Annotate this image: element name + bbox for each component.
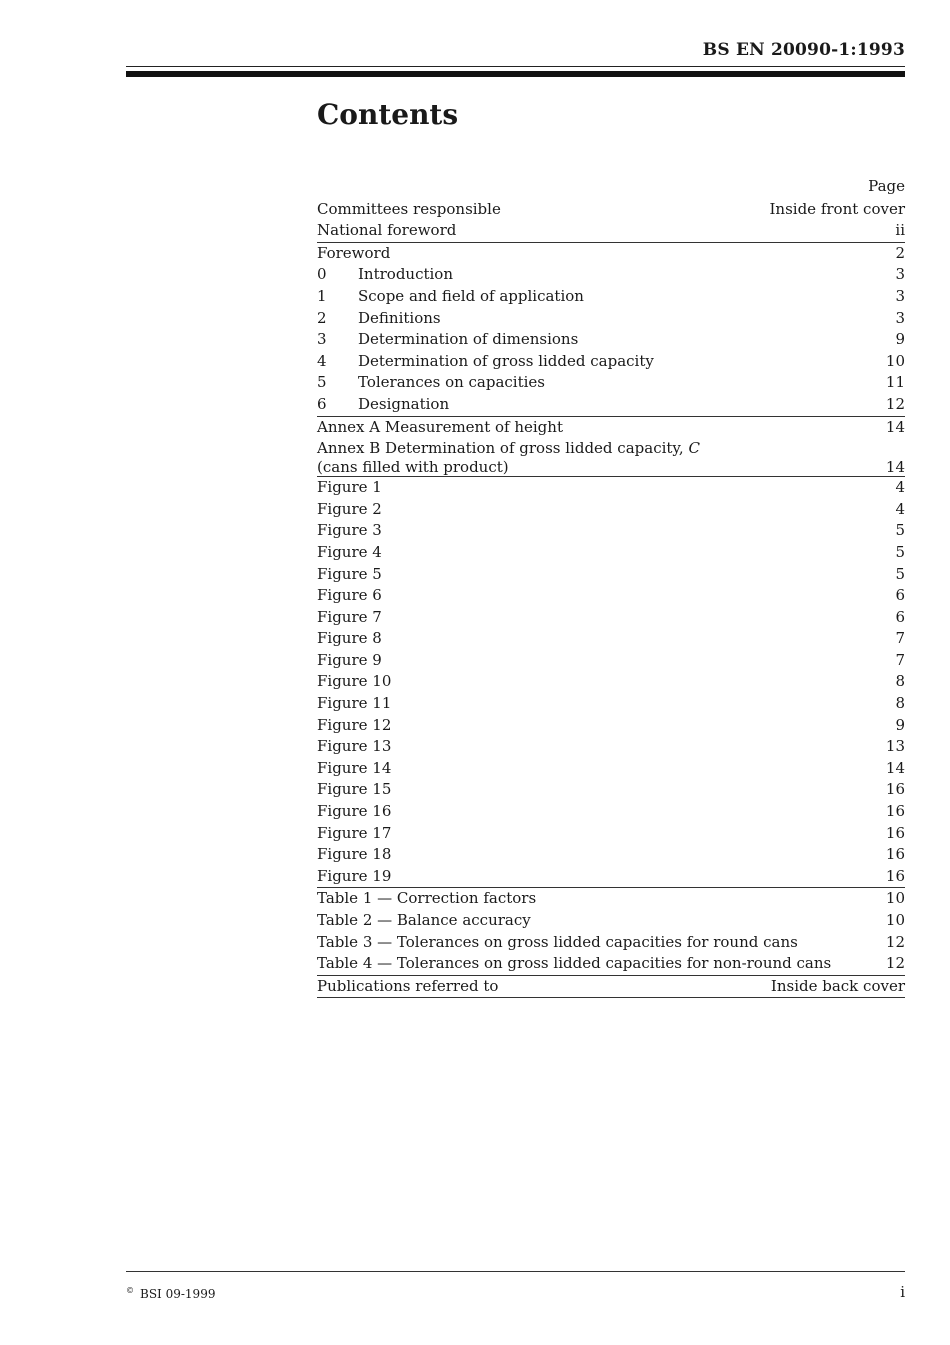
symbol-italic: C [688,439,700,458]
toc-entry[interactable] [317,758,905,780]
toc-entry-label [317,607,382,629]
copyright-notice [126,1286,215,1301]
toc-entry[interactable] [317,585,905,607]
toc-entry[interactable] [317,564,905,586]
toc-entry[interactable] [317,264,905,286]
toc-entry-label [317,866,391,888]
toc-entry-page: 5 [895,542,905,561]
toc-entry-label [317,564,382,586]
toc-entry-title: Figure 2 [317,499,382,518]
toc-entry-page: 3 [895,265,905,284]
toc-entry[interactable] [317,976,905,998]
toc-entry-title: Annex B Determination of gross lidded capacity, [317,439,684,458]
toc-entry-label [317,976,498,998]
toc-entry[interactable] [317,243,905,265]
toc-entry-page: 5 [895,521,905,540]
toc-entry-label [317,308,441,330]
toc-entry-title: Figure 16 [317,802,392,821]
toc-entry[interactable] [317,779,905,801]
toc-entry[interactable] [317,736,905,758]
toc-entry[interactable] [317,329,905,351]
toc-group [317,888,905,975]
toc-entry-label [317,351,654,373]
toc-entry[interactable] [317,650,905,672]
clause-number: 2 [317,308,327,327]
toc-entry[interactable] [317,220,905,242]
toc-entry-title: Publications referred to [317,976,499,995]
toc-group [317,243,905,417]
toc-entry[interactable] [317,888,905,910]
toc-entry-page: 16 [885,866,905,885]
toc-entry-title: Figure 14 [317,758,392,777]
toc-entry-title: Introduction [358,265,453,284]
toc-entry[interactable] [317,438,905,476]
clause-number: 5 [317,373,327,392]
toc-entry[interactable] [317,910,905,932]
toc-entry-page: 14 [885,457,905,476]
toc-entry[interactable] [317,801,905,823]
toc-entry-title: Table 2 — Balance accuracy [317,911,531,929]
toc-entry-title: Figure 13 [317,737,392,756]
toc-entry-title: Figure 3 [317,521,382,540]
toc-entry[interactable] [317,823,905,845]
toc-entry-page: 12 [885,932,905,951]
toc-entry[interactable] [317,351,905,373]
toc-entry[interactable] [317,372,905,394]
toc-entry-page: ii [895,221,905,240]
toc-entry-page: 16 [885,780,905,799]
toc-entry-title-continued: (cans filled with product) [317,457,509,476]
toc-entry[interactable] [317,932,905,954]
toc-entry-label [317,628,382,650]
toc-entry-title: Figure 17 [317,823,392,842]
toc-entry-label [317,823,391,845]
toc-entry-title: National foreword [317,221,457,240]
toc-entry-label [317,715,391,737]
toc-entry-label [317,888,536,910]
toc-entry-page: 12 [885,394,905,413]
toc-entry-page: 7 [895,650,905,669]
toc-entry-page: 9 [895,330,905,349]
toc-entry-page: 7 [895,629,905,648]
toc-entry-page: 10 [885,351,905,370]
toc-entry-title: Figure 1 [317,478,382,497]
toc-entry[interactable] [317,199,905,221]
toc-entry[interactable] [317,866,905,888]
toc-entry-label [317,844,391,866]
toc-entry-page: 3 [895,286,905,305]
toc-entry-page: 12 [885,954,905,973]
toc-entry[interactable] [317,693,905,715]
toc-entry-page: 4 [895,499,905,518]
page-title: Contents [317,98,459,131]
page-column-header [317,176,905,198]
toc-entry-label [317,199,501,221]
toc-entry-title: Figure 6 [317,586,382,605]
clause-number: 1 [317,286,327,305]
toc-entry-title: Figure 7 [317,607,382,626]
toc-entry-label [317,736,391,758]
toc-entry-title: Figure 8 [317,629,382,648]
toc-entry-label [317,779,391,801]
clause-number: 3 [317,330,327,349]
toc-entry-title: Table 3 — Tolerances on gross lidded capacities for round cans [317,932,798,951]
table-of-contents [317,176,905,998]
toc-entry-label [317,520,382,542]
toc-group [317,199,905,243]
toc-entry-page: 4 [895,478,905,497]
toc-entry-title: Figure 15 [317,780,392,799]
toc-entry[interactable] [317,671,905,693]
toc-entry-title: Scope and field of application [358,286,584,305]
toc-entry[interactable] [317,394,905,416]
toc-entry-title: Figure 18 [317,845,392,864]
toc-entry-title: Annex A Measurement of height [317,417,563,436]
footer-rule [126,1271,905,1272]
toc-entry-label [317,417,563,439]
toc-entry-label [317,329,578,351]
toc-entry-title: Figure 12 [317,715,392,734]
toc-entry-title: Determination of gross lidded capacity [358,351,654,370]
toc-entry[interactable] [317,607,905,629]
toc-entry-label [317,220,456,242]
toc-entry-label [317,477,382,499]
toc-entry-label [317,264,453,286]
toc-entry-title: Table 4 — Tolerances on gross lidded capacities for non-round cans [317,954,832,973]
toc-entry-title: Figure 19 [317,866,392,885]
toc-entry-page: 13 [885,737,905,756]
toc-entry-page: 10 [885,889,905,908]
toc-entry-page: 16 [885,845,905,864]
toc-entry-title: Tolerances on capacities [358,373,546,392]
toc-entry-title: Figure 10 [317,672,392,691]
toc-entry-page: Inside front cover [769,199,905,218]
toc-entry-label [317,801,391,823]
toc-entry-label [317,758,391,780]
toc-entry-label [317,910,531,932]
header-rule-thin [126,66,905,67]
toc-entry-page: Inside back cover [770,976,905,995]
toc-entry[interactable] [317,308,905,330]
toc-entry[interactable] [317,417,905,439]
toc-entry-label [317,650,382,672]
toc-entry-label [317,438,700,476]
toc-entry-title: Foreword [317,243,391,262]
toc-entry-page: 14 [885,417,905,436]
toc-entry-title: Figure 9 [317,650,382,669]
document-identifier: BS EN 20090-1:1993 [702,40,905,60]
copyright-text: BSI 09-1999 [140,1287,216,1301]
toc-entry-label [317,585,382,607]
toc-entry-title: Figure 5 [317,564,382,583]
toc-entry-page: 8 [895,694,905,713]
toc-entry[interactable] [317,499,905,521]
toc-entry-page: 3 [895,308,905,327]
toc-entry-label [317,394,449,416]
header-rule-thick [126,71,905,77]
clause-number: 0 [317,265,327,284]
toc-entry-title: Figure 4 [317,542,382,561]
toc-entry[interactable] [317,628,905,650]
toc-group [317,417,905,478]
toc-entry-page: 11 [885,373,905,392]
toc-group [317,477,905,888]
toc-entry-page: 10 [885,911,905,929]
toc-entry-title: Determination of dimensions [358,330,579,349]
toc-entry-page: 6 [895,586,905,605]
page-column-label: Page [868,177,905,195]
toc-entry-page: 16 [885,802,905,821]
toc-entry[interactable] [317,286,905,308]
toc-entry[interactable] [317,542,905,564]
toc-entry-label [317,286,584,308]
toc-group [317,976,905,999]
toc-entry-label [317,499,382,521]
toc-entry-label [317,693,391,715]
toc-entry[interactable] [317,715,905,737]
toc-entry-title: Figure 11 [317,694,392,713]
page-number: i [900,1283,905,1301]
toc-entry-page: 9 [895,715,905,734]
toc-entry-label [317,372,545,394]
toc-entry[interactable] [317,844,905,866]
toc-entry[interactable] [317,477,905,499]
toc-entry-label [317,932,798,954]
toc-entry-title: Designation [358,394,450,413]
toc-entry-label [317,243,390,265]
toc-entry[interactable] [317,953,905,975]
toc-entry-title: Committees responsible [317,199,501,218]
toc-entry[interactable] [317,520,905,542]
clause-number: 6 [317,394,327,413]
toc-entry-page: 5 [895,564,905,583]
toc-entry-label [317,671,391,693]
copyright-mark: © [126,1286,134,1295]
toc-entry-page: 8 [895,672,905,691]
toc-entry-label [317,542,382,564]
toc-entry-title: Definitions [358,308,441,327]
toc-entry-page: 2 [895,243,905,262]
toc-entry-page: 6 [895,607,905,626]
toc-entry-label [317,953,831,975]
toc-entry-page: 16 [885,823,905,842]
toc-entry-title: Table 1 — Correction factors [317,889,537,908]
toc-entry-page: 14 [885,758,905,777]
clause-number: 4 [317,351,327,370]
